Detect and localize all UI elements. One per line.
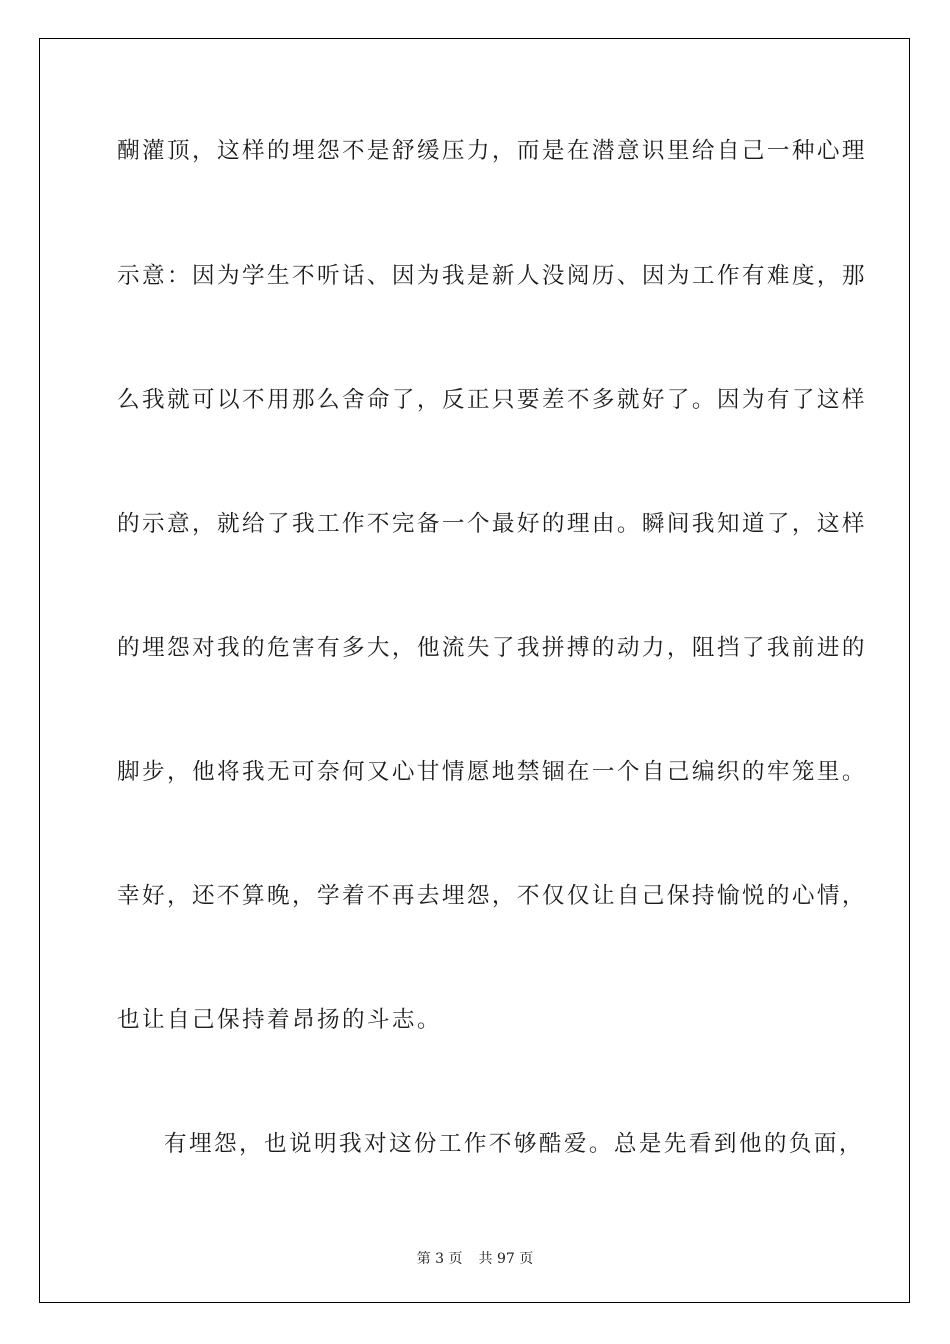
text-line-3: 么我就可以不用那么舍命了，反正只要差不多就好了。因为有了这样 — [117, 387, 867, 413]
page-border — [39, 38, 910, 1303]
text-line-9: 有埋怨，也说明我对这份工作不够酷爱。总是先看到他的负面， — [164, 1131, 864, 1157]
page-footer — [0, 1248, 950, 1268]
page-total: 共 97 页 — [478, 1251, 534, 1267]
text-line-1: 醐灌顶，这样的埋怨不是舒缓压力，而是在潜意识里给自己一种心理 — [117, 138, 867, 164]
page-number: 第 3 页 — [416, 1251, 463, 1267]
text-line-7: 幸好，还不算晚，学着不再去埋怨，不仅仅让自己保持愉悦的心情， — [117, 883, 867, 909]
text-line-6: 脚步，他将我无可奈何又心甘情愿地禁锢在一个自己编织的牢笼里。 — [117, 759, 867, 785]
text-line-2: 示意：因为学生不听话、因为我是新人没阅历、因为工作有难度，那 — [117, 263, 867, 289]
text-line-4: 的示意，就给了我工作不完备一个最好的理由。瞬间我知道了，这样 — [117, 511, 867, 537]
text-line-5: 的埋怨对我的危害有多大，他流失了我拼搏的动力，阻挡了我前进的 — [117, 635, 867, 661]
text-line-8: 也让自己保持着昂扬的斗志。 — [117, 1007, 442, 1033]
